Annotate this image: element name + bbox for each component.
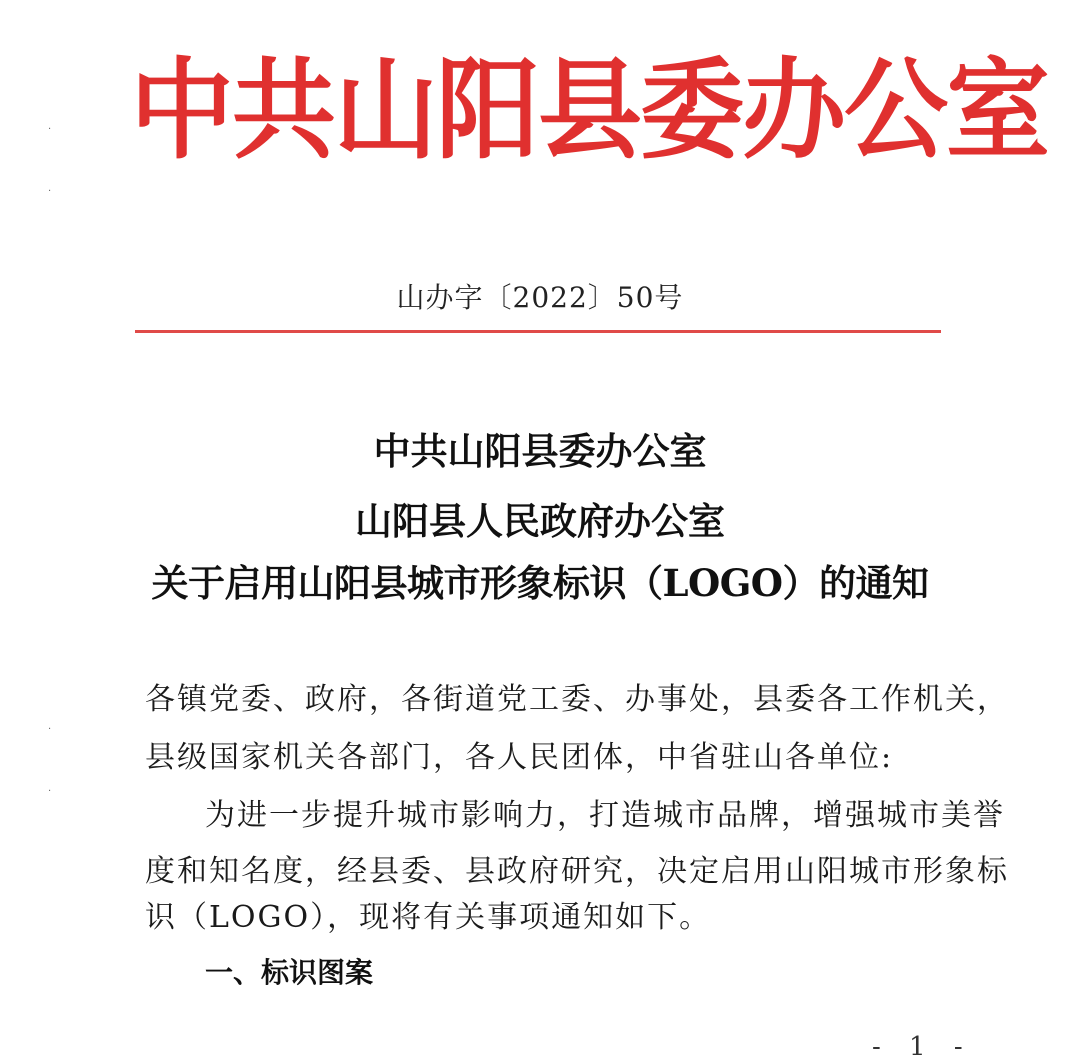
- binding-mark: ·: [48, 186, 52, 197]
- binding-mark: ·: [48, 124, 52, 135]
- body-line-5: 识（LOGO），现将有关事项通知如下。: [145, 900, 712, 935]
- binding-mark: ·: [48, 724, 52, 735]
- body-line-1: 各镇党委、政府，各街道党工委、办事处，县委各工作机关，: [145, 682, 1009, 717]
- red-divider-line: [135, 330, 941, 333]
- section-heading: 一、标识图案: [205, 956, 374, 989]
- title-issuer-1: 中共山阳县委办公室: [373, 429, 707, 473]
- binding-mark: ·: [48, 786, 52, 797]
- body-line-4: 度和知名度，经县委、县政府研究，决定启用山阳城市形象标: [145, 854, 1009, 889]
- title-issuer-2: 山阳县人民政府办公室: [355, 499, 725, 543]
- body-line-3: 为进一步提升城市影响力，打造城市品牌，增强城市美誉: [205, 798, 1005, 833]
- masthead-title: 中共山阳县委办公室: [130, 45, 1049, 175]
- document-number: 山办字〔2022〕50号: [396, 281, 684, 314]
- body-line-2: 县级国家机关各部门，各人民团体，中省驻山各单位:: [145, 740, 894, 775]
- title-subject: 关于启用山阳县城市形象标识（LOGO）的通知: [151, 561, 929, 605]
- page-number: - 1 -: [872, 1032, 973, 1062]
